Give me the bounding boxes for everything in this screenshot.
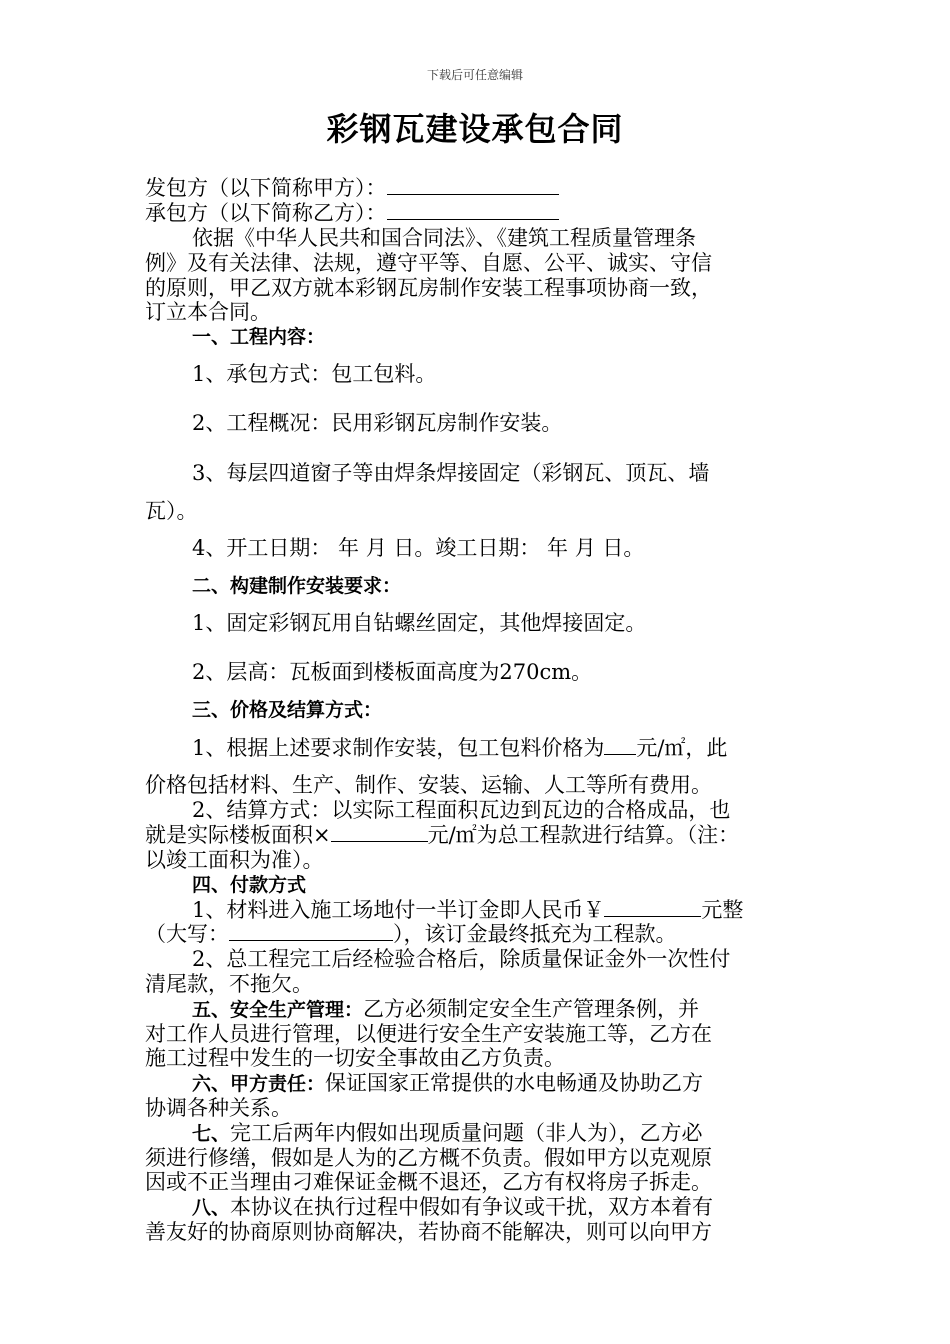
section-heading: 四、付款方式 (192, 874, 307, 896)
clause-line (192, 1121, 703, 1146)
clause-text: 就是实际楼板面积× (145, 823, 331, 847)
intro-line: 订立本合同。 (145, 300, 271, 324)
section-heading: 一、工程内容： (192, 326, 326, 348)
clause-line: 3、每层四道窗子等由焊条焊接固定（彩钢瓦、顶瓦、墙 (192, 461, 710, 485)
clause-line: 对工作人员进行管理，以便进行安全生产安装施工等，乙方在 (145, 1022, 712, 1046)
clause-line: 2、层高：瓦板面到楼板面高度为270cm。 (192, 660, 593, 684)
party-b-label: 承包方（以下简称乙方）： (145, 201, 387, 225)
rate-blank (331, 823, 428, 842)
clause-line (192, 736, 727, 760)
clause-line: 瓦）。 (145, 499, 198, 523)
clause-line (145, 922, 677, 946)
clause-line: 须进行修缮，假如是人为的乙方概不负责。假如甲方以克观原 (145, 1146, 712, 1170)
clause-line (192, 1195, 713, 1220)
section-heading: 六、甲方责任： (192, 1073, 326, 1095)
party-b-blank (387, 201, 559, 220)
section-heading: 七、 (192, 1123, 231, 1145)
clause-text: 乙方必须制定安全生产管理条例，并 (363, 997, 700, 1021)
document-title: 彩钢瓦建设承包合同 (326, 110, 624, 148)
clause-line (192, 898, 743, 922)
clause-text: （大写： (145, 922, 229, 946)
clause-line (192, 997, 699, 1022)
clause-text: 元/㎡，此 (636, 736, 728, 760)
page-header: 下载后可任意编辑 (426, 68, 523, 82)
party-a-blank (387, 176, 559, 195)
intro-line: 例》及有关法律、法规，遵守平等、自愿、公平、诚实、守信 (145, 251, 712, 275)
section-heading: 二、构建制作安装要求： (192, 575, 402, 597)
clause-line: 2、总工程完工后经检验合格后，除质量保证金外一次性付 (192, 947, 731, 971)
clause-line: 协调各种关系。 (145, 1096, 292, 1120)
clause-text: 本协议在执行过程中假如有争议或干扰，双方本着有 (230, 1195, 714, 1219)
clause-line: 施工过程中发生的一切安全事故由乙方负责。 (145, 1046, 565, 1070)
clause-line: 4、开工日期： 年 月 日。竣工日期： 年 月 日。 (192, 536, 645, 560)
clause-line: 1、承包方式：包工包料。 (192, 362, 437, 386)
intro-line: 依据《中华人民共和国合同法》、《建筑工程质量管理条 (192, 226, 696, 250)
party-a-label: 发包方（以下简称甲方）： (145, 176, 387, 200)
clause-text: 1、根据上述要求制作安装，包工包料价格为 (192, 736, 605, 760)
section-heading: 八、 (192, 1197, 231, 1219)
clause-text: 1、材料进入施工场地付一半订金即人民币￥ (192, 898, 605, 922)
clause-text: 完工后两年内假如出现质量问题（非人为），乙方必 (230, 1121, 703, 1145)
price-blank (604, 736, 636, 755)
section-heading: 五、安全生产管理： (192, 999, 364, 1021)
clause-line: 1、固定彩钢瓦用自钻螺丝固定，其他焊接固定。 (192, 611, 647, 635)
deposit-words-blank (229, 922, 393, 941)
party-b-line (145, 201, 559, 225)
clause-line: 以竣工面积为准）。 (145, 848, 324, 872)
deposit-amount-blank (604, 898, 701, 917)
intro-line: 的原则，甲乙双方就本彩钢瓦房制作安装工程事项协商一致， (145, 276, 712, 300)
clause-text: 保证国家正常提供的水电畅通及协助乙方 (325, 1071, 704, 1095)
clause-text: ），该订金最终抵充为工程款。 (393, 922, 677, 946)
section-heading: 三、价格及结算方式： (192, 699, 383, 721)
clause-line: 2、工程概况：民用彩钢瓦房制作安装。 (192, 411, 563, 435)
clause-line: 因或不正当理由刁难保证金概不退还，乙方有权将房子拆走。 (145, 1170, 712, 1194)
clause-line: 清尾款，不拖欠。 (145, 972, 313, 996)
clause-line: 善友好的协商原则协商解决，若协商不能解决，则可以向甲方 (145, 1220, 712, 1244)
party-a-line (145, 176, 559, 200)
clause-line: 价格包括材料、生产、制作、安装、运输、人工等所有费用。 (145, 773, 712, 797)
clause-line (192, 1071, 703, 1096)
clause-text: 元整 (701, 898, 744, 922)
clause-line: 2、结算方式：以实际工程面积瓦边到瓦边的合格成品，也 (192, 798, 731, 822)
clause-line (145, 823, 739, 847)
clause-text: 元/㎡为总工程款进行结算。（注： (427, 823, 740, 847)
